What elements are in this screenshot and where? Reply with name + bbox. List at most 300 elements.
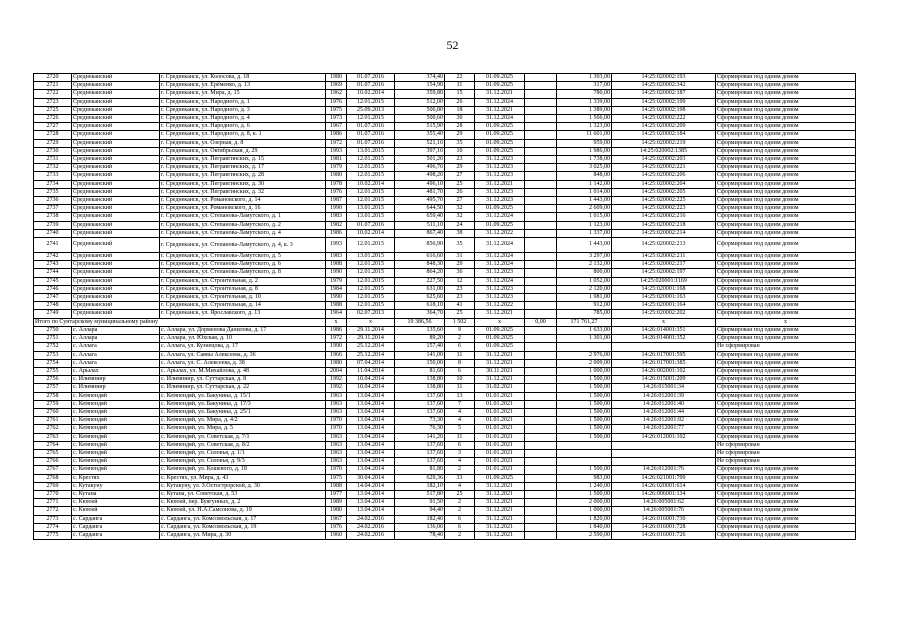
deadline-cell: 31.12.2024 <box>475 261 525 269</box>
deadline-cell: 31.12.2021 <box>475 515 525 523</box>
residents-cell: 18 <box>445 106 475 114</box>
cadastral-number-cell: 14:25:020002:1385 <box>612 147 716 155</box>
land-status-cell: Сформирован под одним домом <box>716 172 856 180</box>
table-row <box>34 474 856 482</box>
deadline-cell: 31.12.2024 <box>475 238 525 253</box>
inclusion-date-cell: 13.01.2015 <box>347 213 395 221</box>
inclusion-date-cell: 13.04.2014 <box>347 408 395 416</box>
area-cell: 138,80 <box>395 384 445 392</box>
year-built-cell: 1963 <box>326 392 347 400</box>
land-area-cell: 1 500,00 <box>557 425 612 433</box>
table-row <box>34 277 856 285</box>
land-status-cell: Сформирован под одним домом <box>716 310 856 318</box>
table-row <box>34 499 856 507</box>
cadastral-number-cell: 14:25:020001:1169 <box>612 277 716 285</box>
extra-amount-cell <box>525 417 557 425</box>
inclusion-date-cell: 10.02.2014 <box>347 90 395 98</box>
deadline-cell: 01.01.2021 <box>475 392 525 400</box>
land-area-cell: 1 633,00 <box>557 326 612 334</box>
row-number-cell: 2764 <box>34 441 72 449</box>
deadline-cell: 31.12.2023 <box>475 269 525 277</box>
table-row <box>34 433 856 441</box>
address-cell: с. Сарданга, ул. Комсомольская, д. 19 <box>160 523 326 531</box>
year-built-cell: 1980 <box>326 359 347 367</box>
address-cell: с. Кемпендяй, ул. Мира, д. 5 <box>160 425 326 433</box>
table-row <box>34 531 856 539</box>
extra-amount-cell <box>525 482 557 490</box>
row-number-cell: 2743 <box>34 261 72 269</box>
table-row <box>34 123 856 131</box>
deadline-cell: 31.12.2023 <box>475 156 525 164</box>
locality-cell: Среднеканский <box>72 188 160 196</box>
year-built-cell: 1966 <box>326 351 347 359</box>
inclusion-date-cell: 10.04.2014 <box>347 376 395 384</box>
area-cell: 227,50 <box>395 277 445 285</box>
locality-cell: Среднеканский <box>72 310 160 318</box>
locality-cell: с. Кутакуну <box>72 482 160 490</box>
address-cell: с. Кемпендяй, ул. Бакунина, д. 25/1 <box>160 408 326 416</box>
residents-cell: 29 <box>445 261 475 269</box>
extra-amount-cell <box>525 310 557 318</box>
extra-amount-cell <box>525 115 557 123</box>
cadastral-number-cell: 14:25:020002:214 <box>612 229 716 237</box>
table-row <box>34 326 856 334</box>
address-cell: г. Среднеканск, ул. Ерёменко, д. 13 <box>160 82 326 90</box>
extra-amount-cell <box>525 74 557 82</box>
table-row <box>34 261 856 269</box>
extra-amount-cell <box>525 433 557 441</box>
land-area-cell <box>557 343 612 351</box>
land-status-cell: Сформирован под одним домом <box>716 238 856 253</box>
inclusion-date-cell: 13.04.2014 <box>347 490 395 498</box>
land-status-cell: Сформирован под одним домом <box>716 180 856 188</box>
year-built-cell: 1963 <box>326 433 347 441</box>
land-area-cell: 1 738,00 <box>557 156 612 164</box>
cadastral-number-cell: 14:25:020002:199 <box>612 98 716 106</box>
locality-cell: Среднеканский <box>72 229 160 237</box>
deadline-cell: 31.12.2023 <box>475 188 525 196</box>
area-cell: 94,40 <box>395 507 445 515</box>
locality-cell: с. Кююей <box>72 499 160 507</box>
area-cell: 848,30 <box>395 261 445 269</box>
area-cell: 137,60 <box>395 449 445 457</box>
extra-amount-cell <box>525 131 557 139</box>
land-area-cell: 317,00 <box>557 82 612 90</box>
address-cell: г. Среднеканск, ул. Пегравгинских, д. 32 <box>160 188 326 196</box>
residents-cell: 4 <box>445 458 475 466</box>
area-cell: 91,50 <box>395 499 445 507</box>
land-status-cell: Сформирован под одним домом <box>716 392 856 400</box>
row-number-cell: 2738 <box>34 213 72 221</box>
inclusion-date-cell: 12.01.2015 <box>347 302 395 310</box>
inclusion-date-cell: 12.01.2015 <box>347 261 395 269</box>
land-area-cell: 1 123,00 <box>557 221 612 229</box>
land-status-cell: Сформирован под одним домом <box>716 147 856 155</box>
deadline-cell: 01.01.2021 <box>475 466 525 474</box>
cadastral-number-cell: 14:25:020002:205 <box>612 188 716 196</box>
inclusion-date-cell: 01.07.2016 <box>347 74 395 82</box>
locality-cell: Среднеканский <box>72 269 160 277</box>
address-cell: г. Среднеканск, ул. Народного, д. 1 <box>160 98 326 106</box>
residents-cell: 30 <box>445 115 475 123</box>
table-row <box>34 180 856 188</box>
address-cell: г. Среднеканск, ул. Народного, д. 3 <box>160 106 326 114</box>
year-built-cell: x <box>326 318 347 326</box>
extra-amount-cell <box>525 90 557 98</box>
inclusion-date-cell: 10.02.2014 <box>347 180 395 188</box>
cadastral-number-cell: 14:25:020001:163 <box>612 294 716 302</box>
residents-cell: 5 <box>445 425 475 433</box>
inclusion-date-cell: 12.01.2015 <box>347 277 395 285</box>
extra-amount-cell <box>525 269 557 277</box>
year-built-cell: 1983 <box>326 213 347 221</box>
locality-cell: с. Кемпендяй <box>72 400 160 408</box>
table-row <box>34 172 856 180</box>
deadline-cell: 01.01.2021 <box>475 458 525 466</box>
row-number-cell: 2760 <box>34 408 72 416</box>
cadastral-number-cell: 14:25:020001:168 <box>612 285 716 293</box>
locality-cell: Среднеканский <box>72 238 160 253</box>
row-number-cell: 2729 <box>34 139 72 147</box>
residents-cell: 27 <box>445 172 475 180</box>
year-built-cell: 1983 <box>326 253 347 261</box>
land-status-cell: Сформирован под одним домом <box>716 115 856 123</box>
land-status-cell: Сформирован под одним домом <box>716 98 856 106</box>
address-cell: с. Аллага, ул. Саввы Алексеева, д. 36 <box>160 351 326 359</box>
table-row <box>34 131 856 139</box>
year-built-cell: 1988 <box>326 302 347 310</box>
inclusion-date-cell: 13.01.2015 <box>347 253 395 261</box>
land-status-cell: Сформирован под одним домом <box>716 123 856 131</box>
year-built-cell: 1970 <box>326 425 347 433</box>
table-row <box>34 82 856 90</box>
land-area-cell: 1 339,00 <box>557 98 612 106</box>
year-built-cell: 1970 <box>326 417 347 425</box>
area-cell: 76,30 <box>395 425 445 433</box>
row-number-cell: 2752 <box>34 343 72 351</box>
row-number-cell: 2749 <box>34 310 72 318</box>
extra-amount-cell <box>525 351 557 359</box>
row-number-cell: 2739 <box>34 221 72 229</box>
locality-cell: Среднеканский <box>72 115 160 123</box>
residents-cell: 32 <box>445 213 475 221</box>
deadline-cell: 31.12.2023 <box>475 285 525 293</box>
area-cell: 137,60 <box>395 392 445 400</box>
table-row <box>34 466 856 474</box>
extra-amount-cell <box>525 400 557 408</box>
area-cell: 135,60 <box>395 326 445 334</box>
locality-cell: Среднеканский <box>72 213 160 221</box>
inclusion-date-cell: x <box>347 318 395 326</box>
table-row <box>34 156 856 164</box>
table-row <box>34 106 856 114</box>
extra-amount-cell <box>525 205 557 213</box>
table-row <box>34 294 856 302</box>
cadastral-number-cell: 14:25:020002:225 <box>612 197 716 205</box>
land-status-cell: Сформирован под одним домом <box>716 164 856 172</box>
extra-amount-cell <box>525 285 557 293</box>
land-status-cell: Сформирован под одним домом <box>716 499 856 507</box>
extra-amount-cell <box>525 180 557 188</box>
address-cell: с. Крестях, ул. Мира, д. 43 <box>160 474 326 482</box>
cadastral-number-cell: 14:26:014001:351 <box>612 326 716 334</box>
cadastral-number-cell: 14:26:012001:92 <box>612 417 716 425</box>
extra-amount-cell <box>525 253 557 261</box>
deadline-cell: 01.09.2025 <box>475 147 525 155</box>
area-cell: 154,90 <box>395 82 445 90</box>
land-area-cell: 1 820,00 <box>557 515 612 523</box>
land-status-cell: Сформирован под одним домом <box>716 367 856 375</box>
residents-cell: 31 <box>445 253 475 261</box>
year-built-cell: 1978 <box>326 180 347 188</box>
land-status-cell: Сформирован под одним домом <box>716 221 856 229</box>
area-cell: 141,20 <box>395 433 445 441</box>
year-built-cell: 1969 <box>326 82 347 90</box>
year-built-cell: 1972 <box>326 335 347 343</box>
address-cell: с. Аллага, ул. С. Алексеева, д. 38 <box>160 359 326 367</box>
inclusion-date-cell: 10.04.2014 <box>347 384 395 392</box>
land-area-cell: 2 132,00 <box>557 261 612 269</box>
land-status-cell: Сформирован под одним домом <box>716 376 856 384</box>
area-cell: 182,40 <box>395 515 445 523</box>
address-cell: с. Арылах, ул. М.Михайлова, д. 48 <box>160 367 326 375</box>
deadline-cell: 01.01.2021 <box>475 433 525 441</box>
inclusion-date-cell: 13.04.2014 <box>347 425 395 433</box>
cadastral-number-cell: 14:26:012001:40 <box>612 400 716 408</box>
extra-amount-cell <box>525 384 557 392</box>
address-cell: с. Аллара, ул. Дорменова Данилова, д. 17 <box>160 326 326 334</box>
extra-amount-cell <box>525 376 557 384</box>
year-built-cell: 1990 <box>326 205 347 213</box>
table-row <box>34 408 856 416</box>
table-row <box>34 417 856 425</box>
inclusion-date-cell: 12.01.2015 <box>347 294 395 302</box>
cadastral-number-cell: 14:25:020002:342 <box>612 82 716 90</box>
table-row <box>34 302 856 310</box>
extra-amount-cell <box>525 474 557 482</box>
deadline-cell: 01.09.2025 <box>475 326 525 334</box>
locality-cell: Среднеканский <box>72 164 160 172</box>
row-number-cell: 2728 <box>34 131 72 139</box>
area-cell: 364,70 <box>395 310 445 318</box>
year-built-cell: 1963 <box>326 441 347 449</box>
cadastral-number-cell: 14:26:021001:799 <box>612 474 716 482</box>
row-number-cell: 2772 <box>34 507 72 515</box>
land-area-cell: 1 443,00 <box>557 197 612 205</box>
extra-amount-cell <box>525 123 557 131</box>
residents-cell: 10 <box>445 147 475 155</box>
address-cell: г. Среднеканск, ул. Мира, д. 15 <box>160 90 326 98</box>
address-cell: г. Среднеканск, ул. Степанова-Ламутского, д. 4 <box>160 229 326 237</box>
inclusion-date-cell: 24.02.2016 <box>347 523 395 531</box>
address-cell: г. Среднеканск, ул. Октябрьская, д. 29 <box>160 147 326 155</box>
inclusion-date-cell: 01.07.2016 <box>347 123 395 131</box>
address-cell: г. Среднеканск, ул. Народного, д. 8, к. 1 <box>160 131 326 139</box>
cadastral-number-cell: 14:26:006001:134 <box>612 490 716 498</box>
address-cell: г. Среднеканск, ул. Степанова-Ламутского, д. 6 <box>160 261 326 269</box>
extra-amount-cell <box>525 359 557 367</box>
area-cell: 137,60 <box>395 400 445 408</box>
residents-cell: 15 <box>445 90 475 98</box>
address-cell: г. Среднеканск, ул. Степанова-Ламутского, д. 8 <box>160 269 326 277</box>
table-row <box>34 376 856 384</box>
deadline-cell: 31.12.2023 <box>475 164 525 172</box>
land-status-cell: Сформирован под одним домом <box>716 106 856 114</box>
address-cell: с. Кемпендяй, ул. Мира, д. 4/2 <box>160 417 326 425</box>
cadastral-number-cell: 14:26:002001:102 <box>612 367 716 375</box>
deadline-cell: 01.09.2025 <box>475 221 525 229</box>
table-row <box>34 213 856 221</box>
area-cell: 78,40 <box>395 531 445 539</box>
land-status-cell: Сформирован под одним домом <box>716 335 856 343</box>
deadline-cell: 31.12.2024 <box>475 115 525 123</box>
row-number-cell: 2730 <box>34 147 72 155</box>
land-status-cell: Сформирован под одним домом <box>716 139 856 147</box>
year-built-cell: 1990 <box>326 269 347 277</box>
inclusion-date-cell: 01.07.2016 <box>347 82 395 90</box>
residents-cell: 9 <box>445 326 475 334</box>
cadastral-number-cell: 14:25:020002:219 <box>612 139 716 147</box>
inclusion-date-cell: 13.04.2014 <box>347 449 395 457</box>
deadline-cell: 31.12.2021 <box>475 180 525 188</box>
address-cell: г. Среднеканск, ул. Степанова-Ламутского, д. 5 <box>160 253 326 261</box>
residents-cell: 6 <box>445 523 475 531</box>
land-area-cell: 2 609,00 <box>557 205 612 213</box>
locality-cell: Среднеканский <box>72 131 160 139</box>
land-area-cell: 1 500,00 <box>557 417 612 425</box>
locality-cell: с. Кемпендяй <box>72 425 160 433</box>
land-status-cell: Сформирован под одним домом <box>716 156 856 164</box>
table-row <box>34 425 856 433</box>
table-row <box>34 507 856 515</box>
deadline-cell: 31.12.2024 <box>475 213 525 221</box>
address-cell: г. Среднеканск, ул. Строительная, д. 2 <box>160 277 326 285</box>
residents-cell: 23 <box>445 156 475 164</box>
inclusion-date-cell: 30.04.2014 <box>347 474 395 482</box>
table-row <box>34 238 856 253</box>
residents-cell: 33 <box>445 474 475 482</box>
year-built-cell: 1967 <box>326 515 347 523</box>
year-built-cell: 1993 <box>326 147 347 155</box>
residents-cell: 36 <box>445 269 475 277</box>
land-status-cell: Сформирован под одним домом <box>716 351 856 359</box>
row-number-cell: 2756 <box>34 376 72 384</box>
land-status-cell: x <box>716 318 856 326</box>
deadline-cell: 31.12.2021 <box>475 106 525 114</box>
inclusion-date-cell: 01.07.2016 <box>347 221 395 229</box>
row-number-cell: 2773 <box>34 515 72 523</box>
table-row <box>34 139 856 147</box>
area-cell: 481,70 <box>395 188 445 196</box>
land-area-cell: 3 025,00 <box>557 164 612 172</box>
deadline-cell: 01.01.2021 <box>475 449 525 457</box>
locality-cell: с. Аллара <box>72 326 160 334</box>
address-cell: с. Кююей, ул. Н.А.Самсонова, д. 19 <box>160 507 326 515</box>
table-row <box>34 343 856 351</box>
table-row <box>34 335 856 343</box>
cadastral-number-cell: 14:26:012001:102 <box>612 433 716 441</box>
cadastral-number-cell: 14:25:020002:223 <box>612 205 716 213</box>
land-area-cell: 1 014,00 <box>557 188 612 196</box>
residents-cell: 2 <box>445 499 475 507</box>
cadastral-number-cell: 14:26:017001:595 <box>612 351 716 359</box>
residents-cell: 11 <box>445 351 475 359</box>
cadastral-number-cell: 14:25:020002:198 <box>612 106 716 114</box>
residents-cell: 3 <box>445 449 475 457</box>
locality-cell: с. Сарданга <box>72 523 160 531</box>
residents-cell: 25 <box>445 490 475 498</box>
cadastral-number-cell <box>612 458 716 466</box>
land-status-cell: Сформирован под одним домом <box>716 466 856 474</box>
row-number-cell: 2775 <box>34 531 72 539</box>
cadastral-number-cell: 14:25:020002:209 <box>612 123 716 131</box>
locality-cell: Среднеканский <box>72 302 160 310</box>
land-area-cell: 983,00 <box>557 474 612 482</box>
land-area-cell: 3 297,00 <box>557 253 612 261</box>
row-number-cell: 2723 <box>34 98 72 106</box>
land-status-cell: Сформирован под одним домом <box>716 277 856 285</box>
area-cell: 496,10 <box>395 180 445 188</box>
cadastral-number-cell: x <box>612 318 716 326</box>
row-number-cell: 2755 <box>34 367 72 375</box>
locality-cell: с. Кююей <box>72 507 160 515</box>
extra-amount-cell <box>525 449 557 457</box>
land-status-cell: Сформирован под одним домом <box>716 229 856 237</box>
land-status-cell: Не сформирован <box>716 441 856 449</box>
deadline-cell: 31.12.2023 <box>475 172 525 180</box>
locality-cell: Среднеканский <box>72 82 160 90</box>
residents-cell: 32 <box>445 205 475 213</box>
area-cell: 629,36 <box>395 474 445 482</box>
locality-cell: с. Кемпендяй <box>72 441 160 449</box>
cadastral-number-cell: 14:26:016001:728 <box>612 523 716 531</box>
land-area-cell: 800,00 <box>557 269 612 277</box>
residents-cell: 38 <box>445 229 475 237</box>
land-area-cell: 1 142,00 <box>557 180 612 188</box>
year-built-cell: 1963 <box>326 458 347 466</box>
land-area-cell: 848,00 <box>557 172 612 180</box>
total-row <box>34 318 856 326</box>
area-cell: 867,40 <box>395 229 445 237</box>
land-area-cell: 2 976,00 <box>557 351 612 359</box>
area-cell: 517,80 <box>395 490 445 498</box>
table-row <box>34 269 856 277</box>
address-cell: г. Среднеканск, ул. Пегравгинских, д. 15 <box>160 156 326 164</box>
inclusion-date-cell: 12.01.2015 <box>347 115 395 123</box>
deadline-cell: 31.12.2021 <box>475 351 525 359</box>
locality-cell: Среднеканский <box>72 261 160 269</box>
cadastral-number-cell: 14:25:020002:204 <box>612 180 716 188</box>
land-status-cell: Сформирован под одним домом <box>716 408 856 416</box>
locality-cell: Среднеканский <box>72 123 160 131</box>
address-cell: с. Сарданга, ул. Мира, д. 30 <box>160 531 326 539</box>
area-cell: 137,60 <box>395 458 445 466</box>
address-cell: г. Среднеканск, ул. Пегравгинских, д. 17 <box>160 164 326 172</box>
cadastral-number-cell: 14:25:020002:184 <box>612 131 716 139</box>
inclusion-date-cell: 12.01.2015 <box>347 188 395 196</box>
year-built-cell: 1981 <box>326 156 347 164</box>
locality-cell: с. Кемпендяй <box>72 449 160 457</box>
locality-cell: Среднеканский <box>72 285 160 293</box>
row-number-cell: 2751 <box>34 335 72 343</box>
row-number-cell: 2737 <box>34 205 72 213</box>
cadastral-number-cell: 14:25:020002:197 <box>612 269 716 277</box>
row-number-cell: 2747 <box>34 294 72 302</box>
extra-amount-cell <box>525 238 557 253</box>
cadastral-number-cell: 14:25:020002:213 <box>612 238 716 253</box>
inclusion-date-cell: 07.04.2014 <box>347 359 395 367</box>
extra-amount-cell <box>525 458 557 466</box>
